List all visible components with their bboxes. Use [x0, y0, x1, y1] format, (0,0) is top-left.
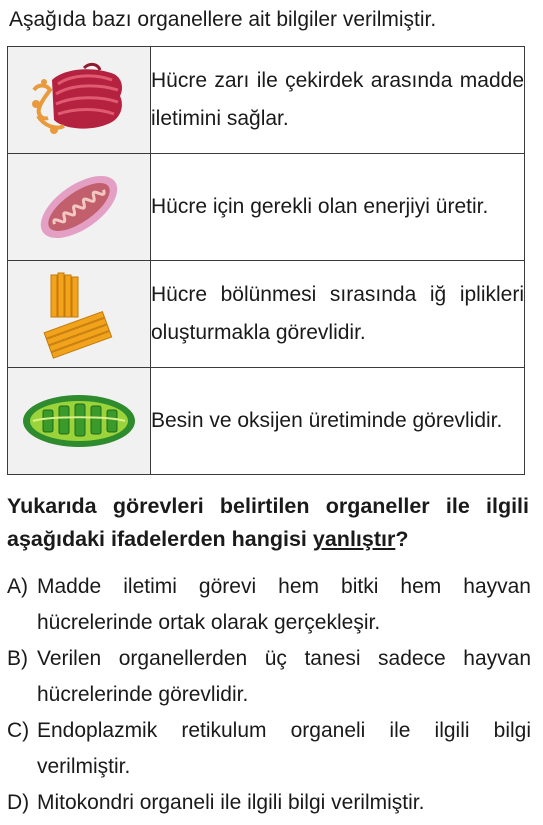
image-cell: [8, 368, 151, 475]
golgi-icon: [24, 60, 134, 140]
table-row: [8, 368, 525, 475]
option-letter: A): [7, 575, 28, 598]
option-text: Endoplazmik retikulum organeli ile ilgili bilgi verilmiştir.: [37, 719, 531, 778]
option-text: Madde iletimi görevi hem bitki hem hayvan hücrelerinde ortak olarak gerçekleşir.: [37, 575, 531, 634]
question-emphasis: yanlıştır: [312, 527, 396, 551]
answer-options: [7, 569, 531, 821]
organelle-table: [7, 46, 525, 475]
intro-text: Aşağıda bazı organellere ait bilgiler verilmiştir.: [9, 8, 437, 31]
table-row: [8, 47, 525, 154]
question-text: [7, 490, 529, 556]
row-text: Hücre için gerekli olan enerjiyi üretir.: [151, 154, 525, 261]
option-text: Mitokondri organeli ile ilgili bilgi verilmiştir.: [37, 791, 425, 814]
image-cell: [8, 47, 151, 154]
mitochondria-icon: [29, 167, 129, 247]
question-suffix: ?: [395, 527, 409, 551]
row-text: Hücre bölünmesi sırasında iğ iplikleri oluşturmakla görevlidir.: [151, 261, 525, 368]
row-text: Besin ve oksijen üretiminde görevlidir.: [151, 368, 525, 475]
centrosome-icon: [29, 269, 129, 359]
image-cell: [8, 261, 151, 368]
image-cell: [8, 154, 151, 261]
option-text: Verilen organellerden üç tanesi sadece hayvan hücrelerinde görevlidir.: [37, 647, 531, 706]
option-letter: B): [7, 647, 28, 670]
option-letter: D): [7, 791, 30, 814]
option-a[interactable]: [7, 569, 531, 641]
option-c[interactable]: [7, 713, 531, 785]
option-letter: C): [7, 719, 30, 742]
table-row: [8, 261, 525, 368]
table-row: [8, 154, 525, 261]
option-b[interactable]: [7, 641, 531, 713]
chloroplast-icon: [19, 386, 139, 456]
row-text: Hücre zarı ile çekirdek arasında madde iletimini sağlar.: [151, 47, 525, 154]
option-d[interactable]: [7, 785, 531, 821]
question-prefix: Yukarıda görevleri belirtilen organeller ile ilgili aşağıdaki ifadelerden hangisi: [7, 494, 529, 551]
